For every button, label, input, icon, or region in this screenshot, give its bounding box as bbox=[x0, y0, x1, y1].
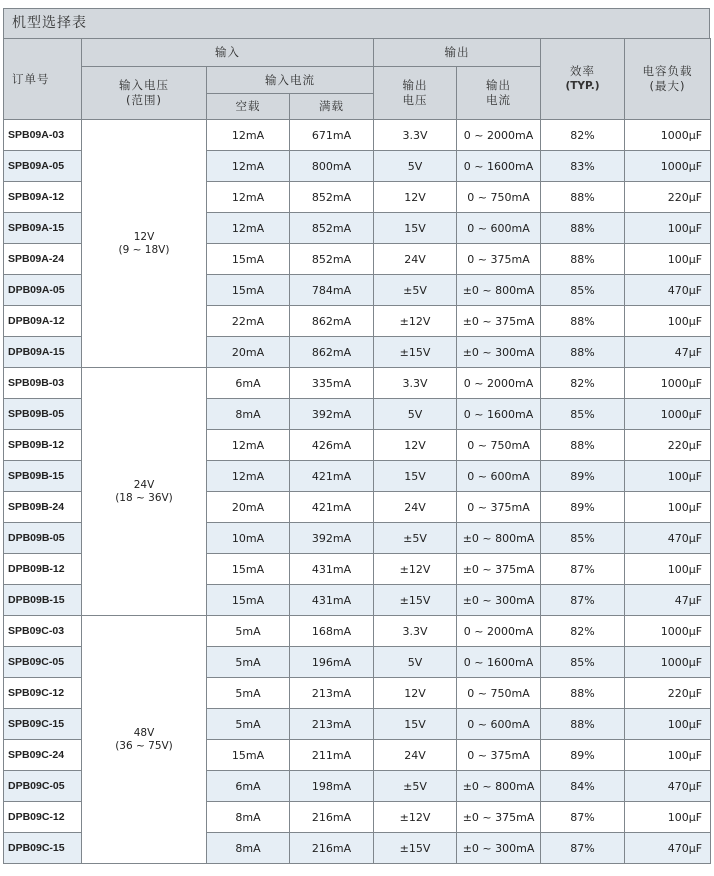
cell-efficiency: 83% bbox=[541, 151, 625, 182]
cell-no-load-current: 5mA bbox=[207, 647, 290, 678]
cell-output-current: ±0 ~ 300mA bbox=[457, 337, 541, 368]
cell-no-load-current: 22mA bbox=[207, 306, 290, 337]
cell-efficiency: 85% bbox=[541, 399, 625, 430]
cell-full-load-current: 431mA bbox=[290, 554, 374, 585]
cell-output-voltage: ±12V bbox=[374, 802, 457, 833]
cell-output-current: ±0 ~ 800mA bbox=[457, 523, 541, 554]
cell-output-current: ±0 ~ 800mA bbox=[457, 771, 541, 802]
cell-efficiency: 88% bbox=[541, 213, 625, 244]
cell-output-voltage: 3.3V bbox=[374, 368, 457, 399]
cell-cap-load: 47µF bbox=[625, 337, 711, 368]
cell-efficiency: 82% bbox=[541, 616, 625, 647]
header-input: 输入 bbox=[82, 39, 374, 67]
cell-cap-load: 1000µF bbox=[625, 120, 711, 151]
cell-no-load-current: 15mA bbox=[207, 275, 290, 306]
cell-output-current: 0 ~ 1600mA bbox=[457, 399, 541, 430]
cell-efficiency: 85% bbox=[541, 523, 625, 554]
cell-output-voltage: ±5V bbox=[374, 771, 457, 802]
input-voltage-range: (36 ~ 75V) bbox=[115, 739, 173, 752]
cell-no-load-current: 6mA bbox=[207, 771, 290, 802]
cell-no-load-current: 12mA bbox=[207, 182, 290, 213]
cell-full-load-current: 421mA bbox=[290, 461, 374, 492]
cell-no-load-current: 12mA bbox=[207, 461, 290, 492]
cell-output-current: 0 ~ 750mA bbox=[457, 430, 541, 461]
header-cap-load-label: 电容负载 bbox=[642, 64, 693, 78]
cell-output-voltage: 5V bbox=[374, 647, 457, 678]
header-efficiency-label: 效率 bbox=[570, 64, 596, 78]
cell-output-voltage: 5V bbox=[374, 399, 457, 430]
cell-cap-load: 100µF bbox=[625, 461, 711, 492]
header-input-voltage-label: 输入电压 bbox=[119, 78, 169, 92]
cell-no-load-current: 5mA bbox=[207, 616, 290, 647]
cell-full-load-current: 852mA bbox=[290, 244, 374, 275]
cell-no-load-current: 12mA bbox=[207, 120, 290, 151]
header-output: 输出 bbox=[374, 39, 541, 67]
cell-no-load-current: 8mA bbox=[207, 802, 290, 833]
cell-model: DPB09C-12 bbox=[4, 802, 82, 833]
cell-input-voltage bbox=[82, 368, 207, 616]
cell-full-load-current: 671mA bbox=[290, 120, 374, 151]
cell-no-load-current: 6mA bbox=[207, 368, 290, 399]
cell-no-load-current: 5mA bbox=[207, 709, 290, 740]
input-voltage-nominal: 12V bbox=[133, 230, 155, 243]
cell-output-current: 0 ~ 750mA bbox=[457, 678, 541, 709]
header-output-voltage bbox=[374, 67, 457, 120]
cell-output-voltage: ±15V bbox=[374, 337, 457, 368]
table-row bbox=[4, 616, 711, 647]
header-cap-load-max: (最大) bbox=[649, 79, 686, 93]
input-voltage-range: (9 ~ 18V) bbox=[118, 243, 170, 256]
cell-full-load-current: 426mA bbox=[290, 430, 374, 461]
cell-cap-load: 100µF bbox=[625, 306, 711, 337]
cell-full-load-current: 196mA bbox=[290, 647, 374, 678]
header-no-load: 空载 bbox=[207, 94, 290, 120]
cell-cap-load: 1000µF bbox=[625, 399, 711, 430]
cell-output-current: 0 ~ 750mA bbox=[457, 182, 541, 213]
cell-cap-load: 1000µF bbox=[625, 151, 711, 182]
cell-output-current: ±0 ~ 300mA bbox=[457, 585, 541, 616]
cell-cap-load: 100µF bbox=[625, 554, 711, 585]
cell-full-load-current: 392mA bbox=[290, 399, 374, 430]
cell-model: SPB09B-03 bbox=[4, 368, 82, 399]
cell-output-voltage: 12V bbox=[374, 430, 457, 461]
cell-model: DPB09B-05 bbox=[4, 523, 82, 554]
cell-full-load-current: 198mA bbox=[290, 771, 374, 802]
header-output-current-l1: 输出 bbox=[486, 78, 512, 92]
model-selection-table bbox=[3, 8, 710, 864]
table-header bbox=[4, 39, 711, 120]
cell-output-voltage: ±5V bbox=[374, 523, 457, 554]
cell-model: SPB09C-15 bbox=[4, 709, 82, 740]
cell-cap-load: 100µF bbox=[625, 802, 711, 833]
cell-input-voltage bbox=[82, 120, 207, 368]
cell-full-load-current: 216mA bbox=[290, 802, 374, 833]
cell-no-load-current: 20mA bbox=[207, 492, 290, 523]
spec-table bbox=[3, 38, 711, 864]
cell-cap-load: 470µF bbox=[625, 833, 711, 864]
cell-cap-load: 220µF bbox=[625, 678, 711, 709]
cell-full-load-current: 211mA bbox=[290, 740, 374, 771]
cell-output-voltage: 12V bbox=[374, 678, 457, 709]
cell-full-load-current: 784mA bbox=[290, 275, 374, 306]
cell-output-voltage: 3.3V bbox=[374, 120, 457, 151]
cell-model: SPB09A-03 bbox=[4, 120, 82, 151]
cell-efficiency: 87% bbox=[541, 554, 625, 585]
cell-model: SPB09B-12 bbox=[4, 430, 82, 461]
cell-output-voltage: 24V bbox=[374, 740, 457, 771]
cell-output-voltage: ±15V bbox=[374, 585, 457, 616]
cell-efficiency: 88% bbox=[541, 709, 625, 740]
table-row bbox=[4, 368, 711, 399]
cell-efficiency: 88% bbox=[541, 678, 625, 709]
cell-efficiency: 82% bbox=[541, 120, 625, 151]
table-body bbox=[4, 120, 711, 864]
cell-efficiency: 85% bbox=[541, 275, 625, 306]
cell-model: SPB09A-15 bbox=[4, 213, 82, 244]
cell-model: SPB09B-24 bbox=[4, 492, 82, 523]
header-input-voltage-range: (范围) bbox=[126, 93, 162, 107]
cell-full-load-current: 213mA bbox=[290, 678, 374, 709]
cell-full-load-current: 800mA bbox=[290, 151, 374, 182]
cell-cap-load: 470µF bbox=[625, 523, 711, 554]
cell-output-current: 0 ~ 600mA bbox=[457, 709, 541, 740]
cell-efficiency: 87% bbox=[541, 802, 625, 833]
cell-full-load-current: 335mA bbox=[290, 368, 374, 399]
cell-model: SPB09B-15 bbox=[4, 461, 82, 492]
cell-efficiency: 82% bbox=[541, 368, 625, 399]
table-title: 机型选择表 bbox=[3, 8, 710, 38]
cell-output-voltage: 15V bbox=[374, 709, 457, 740]
cell-output-current: ±0 ~ 300mA bbox=[457, 833, 541, 864]
cell-full-load-current: 431mA bbox=[290, 585, 374, 616]
header-efficiency-typ: (TYP.) bbox=[565, 80, 600, 92]
cell-full-load-current: 421mA bbox=[290, 492, 374, 523]
header-efficiency bbox=[541, 39, 625, 120]
cell-model: DPB09C-15 bbox=[4, 833, 82, 864]
cell-output-voltage: ±12V bbox=[374, 554, 457, 585]
cell-model: DPB09A-05 bbox=[4, 275, 82, 306]
cell-output-current: 0 ~ 600mA bbox=[457, 213, 541, 244]
header-full-load: 满载 bbox=[290, 94, 374, 120]
cell-model: SPB09A-05 bbox=[4, 151, 82, 182]
cell-efficiency: 87% bbox=[541, 833, 625, 864]
cell-cap-load: 470µF bbox=[625, 275, 711, 306]
cell-full-load-current: 168mA bbox=[290, 616, 374, 647]
cell-output-current: 0 ~ 1600mA bbox=[457, 151, 541, 182]
cell-no-load-current: 5mA bbox=[207, 678, 290, 709]
cell-full-load-current: 213mA bbox=[290, 709, 374, 740]
table-row bbox=[4, 120, 711, 151]
cell-output-current: 0 ~ 375mA bbox=[457, 244, 541, 275]
cell-efficiency: 88% bbox=[541, 430, 625, 461]
cell-output-voltage: 12V bbox=[374, 182, 457, 213]
cell-output-voltage: 15V bbox=[374, 461, 457, 492]
cell-cap-load: 220µF bbox=[625, 430, 711, 461]
header-output-voltage-l2: 电压 bbox=[402, 93, 428, 107]
cell-efficiency: 84% bbox=[541, 771, 625, 802]
cell-output-voltage: 24V bbox=[374, 492, 457, 523]
cell-no-load-current: 12mA bbox=[207, 430, 290, 461]
cell-output-voltage: 15V bbox=[374, 213, 457, 244]
cell-output-current: 0 ~ 600mA bbox=[457, 461, 541, 492]
cell-cap-load: 100µF bbox=[625, 244, 711, 275]
cell-output-current: 0 ~ 1600mA bbox=[457, 647, 541, 678]
cell-efficiency: 89% bbox=[541, 492, 625, 523]
input-voltage-nominal: 24V bbox=[133, 478, 155, 491]
header-output-current-l2: 电流 bbox=[486, 93, 512, 107]
cell-full-load-current: 392mA bbox=[290, 523, 374, 554]
cell-efficiency: 88% bbox=[541, 182, 625, 213]
cell-model: DPB09C-05 bbox=[4, 771, 82, 802]
cell-no-load-current: 15mA bbox=[207, 585, 290, 616]
cell-output-current: ±0 ~ 375mA bbox=[457, 554, 541, 585]
cell-output-current: 0 ~ 2000mA bbox=[457, 616, 541, 647]
cell-output-current: 0 ~ 2000mA bbox=[457, 368, 541, 399]
cell-efficiency: 87% bbox=[541, 585, 625, 616]
cell-no-load-current: 20mA bbox=[207, 337, 290, 368]
cell-no-load-current: 15mA bbox=[207, 244, 290, 275]
cell-output-current: ±0 ~ 375mA bbox=[457, 306, 541, 337]
header-input-voltage bbox=[82, 67, 207, 120]
cell-efficiency: 85% bbox=[541, 647, 625, 678]
cell-output-voltage: ±12V bbox=[374, 306, 457, 337]
cell-cap-load: 100µF bbox=[625, 213, 711, 244]
cell-cap-load: 1000µF bbox=[625, 368, 711, 399]
cell-output-current: ±0 ~ 800mA bbox=[457, 275, 541, 306]
cell-cap-load: 100µF bbox=[625, 492, 711, 523]
cell-output-current: 0 ~ 375mA bbox=[457, 740, 541, 771]
cell-cap-load: 470µF bbox=[625, 771, 711, 802]
cell-model: DPB09B-15 bbox=[4, 585, 82, 616]
cell-cap-load: 220µF bbox=[625, 182, 711, 213]
cell-full-load-current: 862mA bbox=[290, 306, 374, 337]
cell-output-voltage: ±15V bbox=[374, 833, 457, 864]
cell-efficiency: 88% bbox=[541, 244, 625, 275]
cell-no-load-current: 15mA bbox=[207, 740, 290, 771]
cell-full-load-current: 862mA bbox=[290, 337, 374, 368]
header-order-no: 订单号 bbox=[4, 39, 82, 120]
cell-no-load-current: 15mA bbox=[207, 554, 290, 585]
cell-efficiency: 88% bbox=[541, 337, 625, 368]
cell-full-load-current: 216mA bbox=[290, 833, 374, 864]
cell-model: SPB09A-24 bbox=[4, 244, 82, 275]
cell-cap-load: 47µF bbox=[625, 585, 711, 616]
cell-no-load-current: 12mA bbox=[207, 151, 290, 182]
cell-model: SPB09A-12 bbox=[4, 182, 82, 213]
input-voltage-range: (18 ~ 36V) bbox=[115, 491, 173, 504]
cell-no-load-current: 8mA bbox=[207, 833, 290, 864]
cell-efficiency: 88% bbox=[541, 306, 625, 337]
cell-efficiency: 89% bbox=[541, 461, 625, 492]
header-output-current bbox=[457, 67, 541, 120]
header-output-voltage-l1: 输出 bbox=[402, 78, 428, 92]
cell-output-voltage: 3.3V bbox=[374, 616, 457, 647]
cell-model: SPB09C-24 bbox=[4, 740, 82, 771]
cell-output-voltage: 24V bbox=[374, 244, 457, 275]
cell-output-current: 0 ~ 375mA bbox=[457, 492, 541, 523]
cell-model: DPB09B-12 bbox=[4, 554, 82, 585]
cell-cap-load: 100µF bbox=[625, 709, 711, 740]
cell-model: SPB09B-05 bbox=[4, 399, 82, 430]
cell-output-current: ±0 ~ 375mA bbox=[457, 802, 541, 833]
cell-full-load-current: 852mA bbox=[290, 182, 374, 213]
cell-no-load-current: 10mA bbox=[207, 523, 290, 554]
cell-model: DPB09A-12 bbox=[4, 306, 82, 337]
cell-output-voltage: 5V bbox=[374, 151, 457, 182]
input-voltage-nominal: 48V bbox=[133, 726, 155, 739]
header-input-current: 输入电流 bbox=[207, 67, 374, 94]
cell-output-voltage: ±5V bbox=[374, 275, 457, 306]
cell-efficiency: 89% bbox=[541, 740, 625, 771]
cell-model: SPB09C-05 bbox=[4, 647, 82, 678]
cell-output-current: 0 ~ 2000mA bbox=[457, 120, 541, 151]
cell-cap-load: 1000µF bbox=[625, 647, 711, 678]
cell-model: DPB09A-15 bbox=[4, 337, 82, 368]
header-cap-load bbox=[625, 39, 711, 120]
cell-model: SPB09C-03 bbox=[4, 616, 82, 647]
cell-no-load-current: 8mA bbox=[207, 399, 290, 430]
cell-cap-load: 1000µF bbox=[625, 616, 711, 647]
cell-input-voltage bbox=[82, 616, 207, 864]
cell-full-load-current: 852mA bbox=[290, 213, 374, 244]
cell-model: SPB09C-12 bbox=[4, 678, 82, 709]
cell-cap-load: 100µF bbox=[625, 740, 711, 771]
cell-no-load-current: 12mA bbox=[207, 213, 290, 244]
